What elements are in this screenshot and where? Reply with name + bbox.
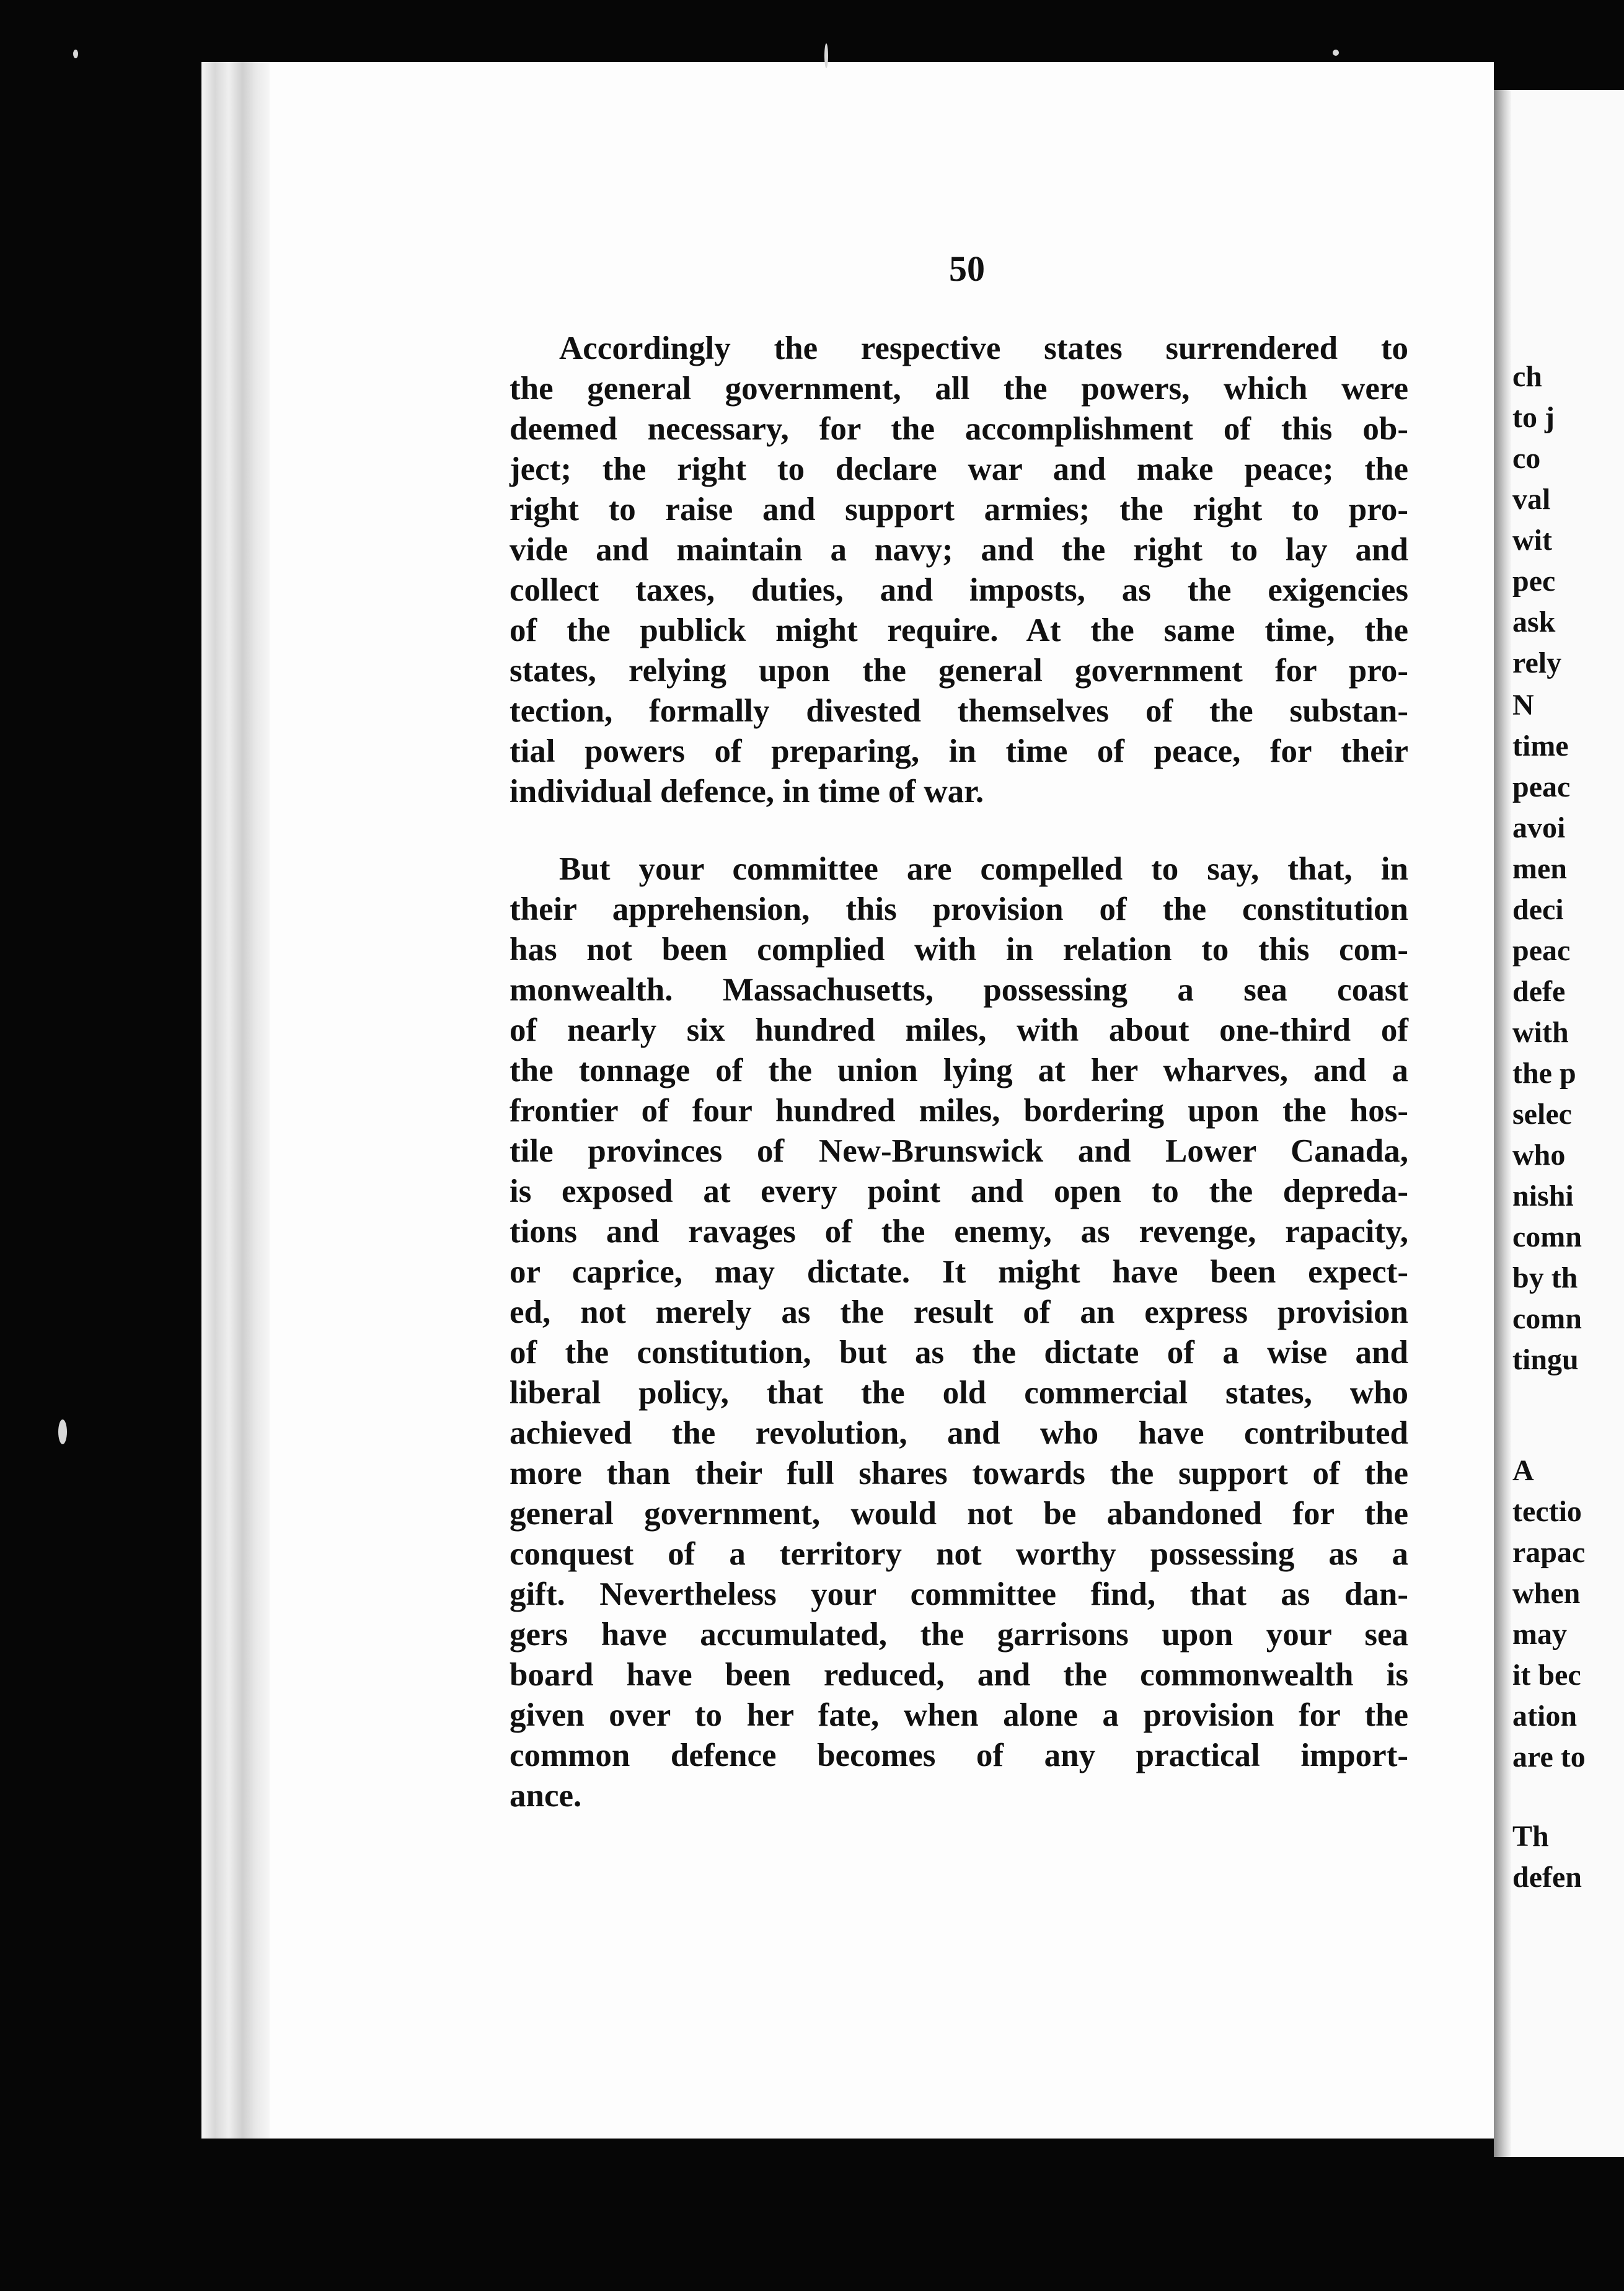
text-line: of the publick might require. At the same time, the — [510, 612, 1408, 648]
text-line: of the constitution, but as the dictate of a wise and — [510, 1335, 1408, 1371]
scan-speck — [73, 50, 78, 58]
fragment-line: nishi — [1512, 1180, 1574, 1212]
fragment-line: time — [1512, 730, 1569, 762]
text-line: given over to her fate, when alone a provision for the — [510, 1697, 1408, 1733]
text-line: tile provinces of New-Brunswick and Lower Canada, — [510, 1133, 1408, 1169]
next-page-fragment-2 — [1512, 685, 1582, 1380]
text-line: board have been reduced, and the commonwealth is — [510, 1657, 1408, 1693]
text-line: Accordingly the respective states surrendered to — [559, 330, 1408, 366]
text-line: tions and ravages of the enemy, as revenge, rapacity, — [510, 1214, 1408, 1250]
fragment-line: tectio — [1512, 1495, 1582, 1528]
text-line: conquest of a territory not worthy possessing as a — [510, 1536, 1408, 1572]
fragment-line: it bec — [1512, 1659, 1581, 1692]
next-page-fragment-4 — [1512, 1816, 1582, 1898]
text-line: general government, would not be abandoned for the — [510, 1496, 1408, 1532]
text-line: tection, formally divested themselves of the substan- — [510, 693, 1408, 729]
fragment-line: deci — [1512, 893, 1564, 926]
fragment-line: when — [1512, 1577, 1581, 1610]
body-paragraph-1 — [510, 329, 1408, 812]
text-line: more than their full shares towards the support of the — [510, 1455, 1408, 1491]
fragment-line: defen — [1512, 1861, 1582, 1894]
fragment-line: pec — [1512, 565, 1556, 598]
text-line: collect taxes, duties, and imposts, as the exigencies — [510, 572, 1408, 608]
text-line: or caprice, may dictate. It might have been expect- — [510, 1254, 1408, 1290]
book-gutter-edge — [201, 62, 270, 2139]
text-line: liberal policy, that the old commercial states, who — [510, 1375, 1408, 1411]
text-line: their apprehension, this provision of the constitution — [510, 891, 1408, 927]
fragment-line: val — [1512, 483, 1551, 516]
fragment-line: are to — [1512, 1741, 1586, 1773]
text-line: right to raise and support armies; the right to pro- — [510, 492, 1408, 528]
fragment-line: with — [1512, 1016, 1569, 1049]
text-line: states, relying upon the general government for pro- — [510, 653, 1408, 689]
text-line: frontier of four hundred miles, bordering upon the hos- — [510, 1093, 1408, 1129]
fragment-line: peac — [1512, 770, 1571, 803]
text-line: deemed necessary, for the accomplishment of this ob- — [510, 411, 1408, 447]
fragment-line: comn — [1512, 1302, 1582, 1335]
text-line: achieved the revolution, and who have contributed — [510, 1415, 1408, 1451]
fragment-line: by th — [1512, 1261, 1578, 1294]
fragment-line: Th — [1512, 1820, 1549, 1853]
text-line: the tonnage of the union lying at her wharves, and a — [510, 1053, 1408, 1088]
fragment-line: A — [1512, 1454, 1534, 1487]
scan-speck — [824, 43, 828, 68]
text-line: is exposed at every point and open to the depreda- — [510, 1173, 1408, 1209]
text-line: individual defence, in time of war. — [510, 774, 984, 810]
fragment-line: to j — [1512, 401, 1555, 434]
scan-speck — [58, 1419, 67, 1444]
fragment-line: who — [1512, 1139, 1566, 1172]
fragment-line: rapac — [1512, 1536, 1586, 1569]
text-line: ed, not merely as the result of an express provision — [510, 1294, 1408, 1330]
text-line: vide and maintain a navy; and the right to lay and — [510, 532, 1408, 568]
fragment-line: wit — [1512, 524, 1552, 557]
text-line: monwealth. Massachusetts, possessing a sea coast — [510, 972, 1408, 1008]
fragment-line: tingu — [1512, 1343, 1579, 1376]
page-number: 50 — [949, 249, 985, 289]
text-line: gift. Nevertheless your committee find, that as dan- — [510, 1576, 1408, 1612]
fragment-line: the p — [1512, 1057, 1576, 1090]
text-line: But your committee are compelled to say, that, in — [559, 851, 1408, 887]
text-line: ject; the right to declare war and make peace; the — [510, 451, 1408, 487]
fragment-line: avoi — [1512, 811, 1566, 844]
fragment-line: ch — [1512, 360, 1542, 393]
text-line: gers have accumulated, the garrisons upon your sea — [510, 1617, 1408, 1653]
fragment-line: defe — [1512, 975, 1566, 1008]
fragment-line: may — [1512, 1618, 1567, 1651]
fragment-line: ask — [1512, 606, 1556, 638]
fragment-line: peac — [1512, 934, 1571, 967]
fragment-line: co — [1512, 442, 1541, 475]
body-paragraph-2 — [510, 849, 1408, 1816]
fragment-line: selec — [1512, 1098, 1572, 1131]
text-line: has not been complied with in relation to this com- — [510, 932, 1408, 968]
fragment-line: rely — [1512, 647, 1562, 679]
page-fold-shadow — [1494, 90, 1511, 2157]
scan-speck — [1333, 50, 1339, 56]
text-line: ance. — [510, 1778, 582, 1814]
fragment-line: men — [1512, 852, 1567, 885]
text-line: common defence becomes of any practical import- — [510, 1737, 1408, 1773]
text-line: the general government, all the powers, which were — [510, 371, 1408, 407]
text-line: of nearly six hundred miles, with about one-third of — [510, 1012, 1408, 1048]
fragment-line: ation — [1512, 1700, 1578, 1733]
fragment-line: comn — [1512, 1221, 1582, 1253]
text-line: tial powers of preparing, in time of peace, for their — [510, 733, 1408, 769]
next-page-fragment-1 — [1512, 356, 1561, 684]
fragment-line: N — [1512, 689, 1534, 722]
next-page-fragment-3 — [1512, 1450, 1586, 1778]
